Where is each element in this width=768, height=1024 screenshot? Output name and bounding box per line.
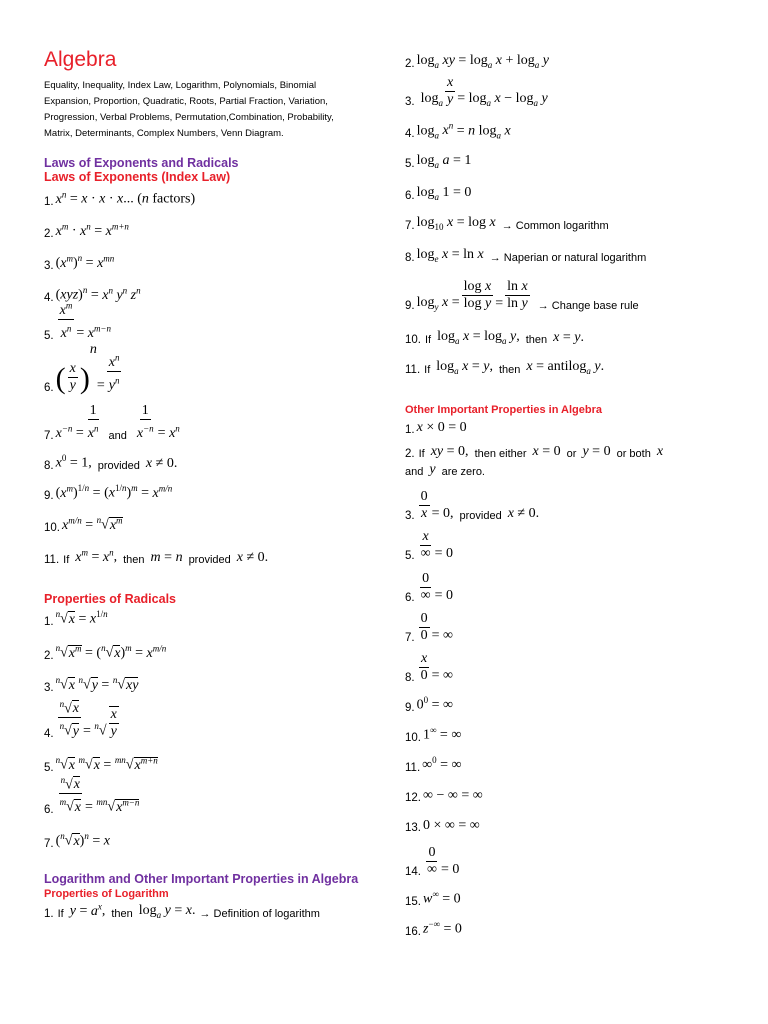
- log-property-1: 1. If $y = a^x$, then $\log_a y = x$. → Definition of logarithm: [44, 901, 320, 920]
- section-logarithm-other: Logarithm and Other Important Properties in Algebra: [44, 872, 359, 886]
- log-property-2: 2. $\log_a$ xy = $\log_a x + \log_a y$: [405, 53, 549, 70]
- right-column: [405, 44, 745, 938]
- log-property-6: 6. $\log_a 1 = 0$: [405, 185, 472, 202]
- index-law-8: 8. $x^0 = 1$, provided x ≠ 0.: [44, 453, 178, 472]
- other-property-5: 6. $\frac{0}{\infty}$ = 0: [405, 571, 453, 604]
- other-property-13: 14. $\frac{0}{\infty}$ = 0: [405, 845, 460, 878]
- topics-list: Equality, Inequality, Index Law, Logarithm, Polynomials, Binomial Expansion, Proportion, Quadratic, Roots, Partial Fraction, Variation, Progression, Verbal Problems, Permutation,Combination, Probability, Matrix, Determinants, Complex Numbers, Venn Diagram.: [44, 80, 334, 139]
- other-property-3: 3. $\frac{0}{x}$ = 0, provided x ≠ 0.: [405, 489, 540, 522]
- radical-2: 2. $^n√x^m = (^n√x)^m = x^{m/n}$: [44, 643, 167, 662]
- index-law-3: 3. $(x^m)^n = x^{mn}$: [44, 253, 115, 272]
- index-law-5: 5. $\frac{x^m}{x^n}$ = $x^{m-n}$: [44, 304, 364, 342]
- other-property-6: 7. $\frac{0}{0}$ = ∞: [405, 611, 453, 644]
- section-laws-exponents-radicals: Laws of Exponents and Radicals: [44, 156, 239, 170]
- index-law-11: 11. If $x^m = x^n$, then m = n provided x ≠ 0.: [44, 547, 269, 566]
- radical-3: 3. $^n$√x $^n$√y = $^n$√xy: [44, 675, 139, 694]
- log-property-8: 8. $\log_e x = \ln x$ → Naperian or natural logarithm: [405, 247, 647, 264]
- log-property-3: 3. $\log_a$ $\frac{x}{y}$ = $\log_a x - \log_a y$: [405, 75, 548, 108]
- radical-4: 4. $\frac{^n√x}{^n√y}$ = $^n$√ $\frac{x}{y}$: [44, 694, 364, 740]
- index-law-10: 10. $x^{m/n} = ^n√x^m$: [44, 515, 123, 534]
- other-property-11: 12. ∞ − ∞ = ∞: [405, 788, 483, 804]
- section-log-properties: Properties of Logarithm: [44, 888, 169, 900]
- other-property-7: 8. $\frac{x}{0}$ = ∞: [405, 651, 453, 684]
- log-property-4: 4. $\log_a x^n = n$ $\log_a x$: [405, 120, 511, 140]
- other-property-10: 11. ∞$^0$ = ∞: [405, 755, 462, 774]
- other-property-14: 15. w∞ = 0: [405, 889, 461, 908]
- other-property-9: 10. 1∞ = ∞: [405, 725, 462, 744]
- left-column: [44, 48, 364, 920]
- other-property-15: 16. z−∞ = 0: [405, 919, 462, 938]
- index-law-2: 2. $x^m \cdot x^n = x^{m+n}$: [44, 221, 129, 240]
- log-property-9: 9. $\log_y x$ = $\frac{\text{log x}}{\text{log y}}$ = $\frac{\text{ln x}}{\text{ln y}}$ → Change base rule: [405, 279, 639, 312]
- log-property-7: 7. $\log_{10} x = \log x$ → Common logarithm: [405, 215, 609, 232]
- index-law-7: 7. $x^{-n}$ = $\frac{1}{x^n}$ and $\frac{1}{x^{-n}}$ = $x^n$: [44, 403, 180, 442]
- index-law-6: 6. ( $\frac{x}{y}$ ) n = $\frac{x^n}{y^n}$: [44, 342, 120, 395]
- section-other-properties: Other Important Properties in Algebra: [405, 404, 603, 416]
- log-property-11: 11. If $\log_a x = y$, then x = antilog$_a$ y.: [405, 359, 605, 376]
- other-property-4: 5. $\frac{x}{\infty}$ = 0: [405, 529, 453, 562]
- other-property-2: 2. If xy = 0, then either x = 0 or y = 0 or both x: [405, 444, 664, 460]
- radical-6: 6. $\frac{^n√x}{^m√x}$ = $^{mn}√x^{m-n}$: [44, 774, 364, 816]
- other-property-12: 13. 0 × ∞ = ∞: [405, 818, 480, 834]
- radical-5: 5. $^n$√x $^m√x = ^{mn}√x^{m+n}$: [44, 755, 158, 774]
- radical-1: 1. $^n√x = x^{1/n}$: [44, 609, 108, 628]
- other-property-1: 1. x × 0 = 0: [405, 420, 467, 436]
- page-title: Algebra: [44, 48, 117, 71]
- section-radicals: Properties of Radicals: [44, 592, 176, 606]
- other-property-8: 9. $0^0$ = ∞: [405, 695, 453, 714]
- other-property-2-continued: and y are zero.: [405, 462, 485, 478]
- log-property-10: 10. If $\log_a x = \log_a y$, then x = y.: [405, 329, 585, 346]
- index-law-1: 1. $x^n = x \cdot x \cdot x$... (n factors): [44, 189, 196, 208]
- radical-7: 7. $(^n√x)^n = x$: [44, 831, 110, 850]
- index-law-4: 4. $(xyz)^n = x^n$ $y^n$ $z^n$: [44, 285, 141, 304]
- index-law-9: 9. $(x^m)^{1/n} = (x^{1/n})^m = x^{m/n}$: [44, 483, 173, 502]
- section-index-law: Laws of Exponents (Index Law): [44, 170, 231, 184]
- log-property-5: 5. $\log_a a = 1$: [405, 153, 472, 170]
